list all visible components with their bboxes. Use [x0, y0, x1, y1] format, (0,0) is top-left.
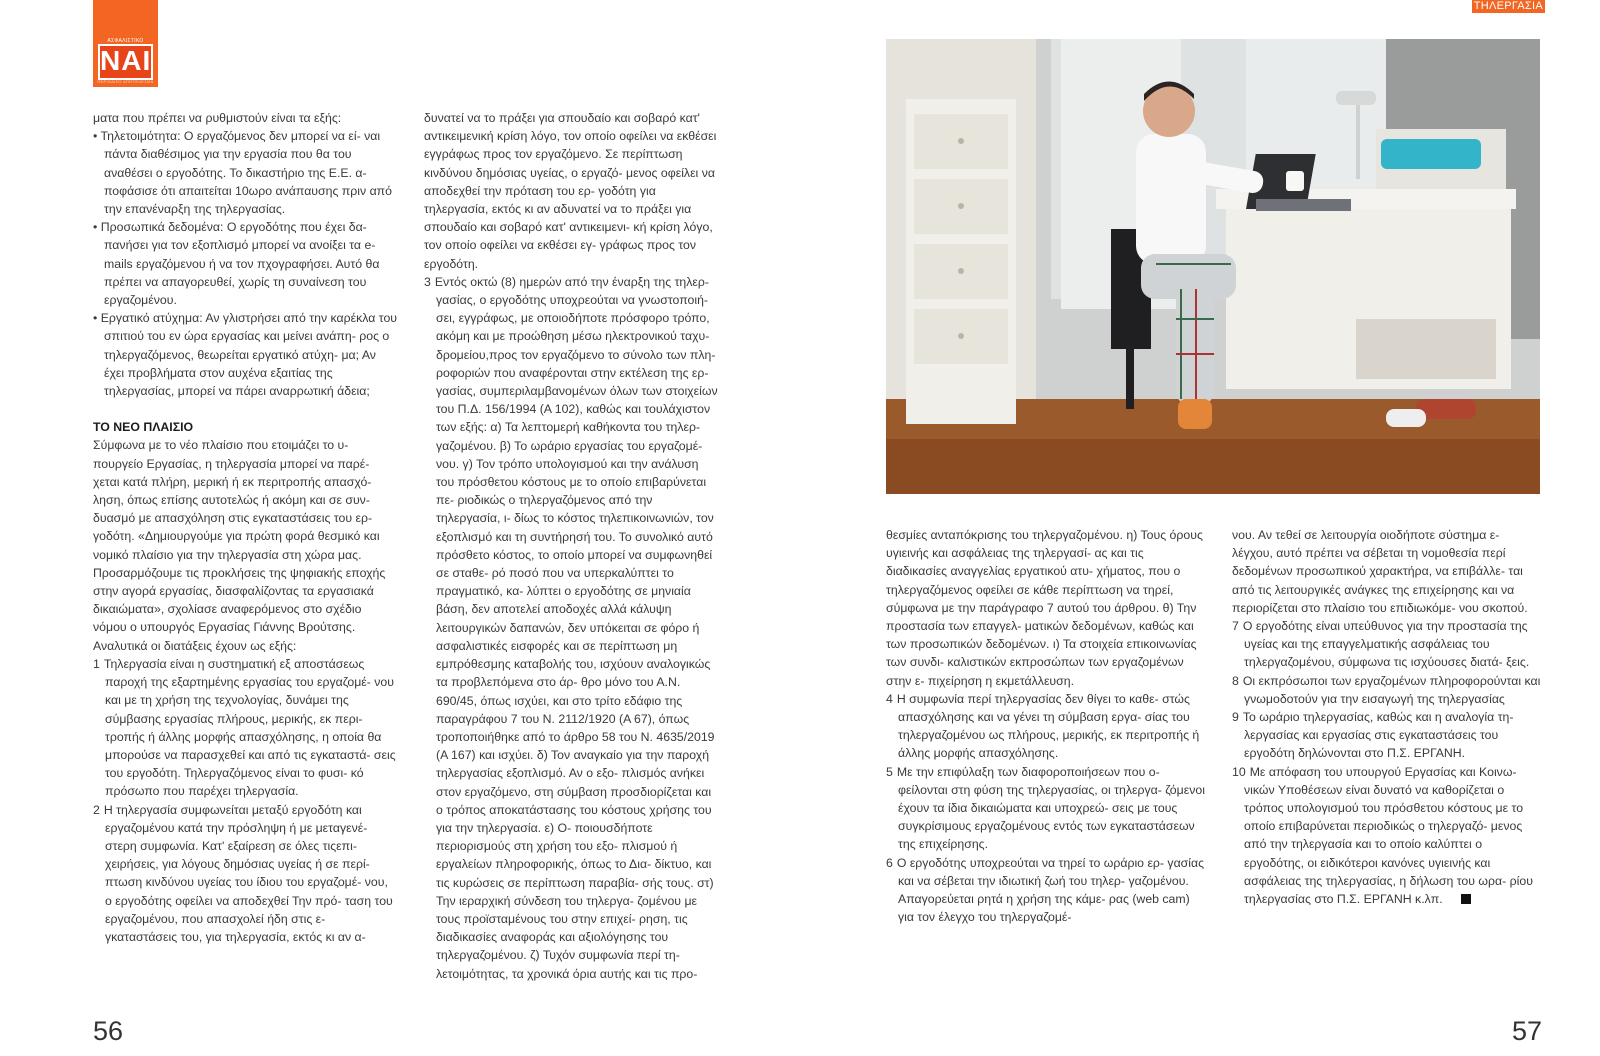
logo-bottom-text: ΠΕΡΙΟΔΙΚΟ ΑΠΟΤΕΛΕΣΜΑ: [97, 79, 154, 84]
item-text: Με απόφαση του υπουργού Εργασίας και Κοινω- νικών Υποθέσεων είναι δυνατό να καθορίζεται ο τρόπος υπολογισμού του πρόσθετου κόστους με το οποίο επιβαρύνεται περιοδικώς ο τηλεργαζό- μενος από την τηλεργασία και το οποίο καλύπτει ο εργοδότης, οι ειδικότεροι κανόνες υγιεινής και ασφάλειας της τηλεργασίας, η δήλωση του ωρα- ρίου τηλεργασίας στο Π.Σ. ΕΡΓΑΝΗ κ.λπ.: [1244, 764, 1533, 907]
logo-top-text: ΑΣΦΑΛΙΣΤΙΚΟ: [107, 38, 144, 44]
photo-illustration: [886, 39, 1540, 494]
paragraph: δυνατεί να το πράξει για σπουδαίο και σοβαρό κατ' αντικειμενική κρίση λόγο, τον οποίο οφείλει να εκθέσει εγγράφως προς τον εργαζόμενο. Σε περίπτωση κινδύνου δημόσιας υγείας, ο εργαζό- μενος οφείλει να αποδεχθεί την πρόταση του ερ- γοδότη για τηλεργασία, εκτός κι αν αδυνατεί να το πράξει για σπουδαίο και σοβαρό κατ' αντικειμενι- κή κρίση λόγο, τον οποίο οφείλει να εκθέσει εγ- γράφως προς τον εργοδότη.: [424, 111, 717, 271]
bullet-list: [93, 127, 398, 400]
numbered-item: [1232, 763, 1542, 909]
page-number-right: 57: [1511, 1016, 1542, 1046]
numbered-item: [1232, 672, 1542, 708]
item-text: Οι εκπρόσωποι των εργαζομένων πληροφορούνται και γνωμοδοτούν για την εισαγωγή της τηλεργασίας: [1242, 673, 1541, 706]
numbered-item: [424, 273, 720, 983]
item-text: Ο εργοδότης είναι υπεύθυνος για την προστασία της υγείας και της επαγγελματικής ασφάλειας του τηλεργαζομένου, σύμφωνα τις ισχύουσες διατά- ξεις.: [1242, 619, 1530, 670]
item-text: Εντός οκτώ (8) ημερών από την έναρξη της τηλερ- γασίας, ο εργοδότης υποχρεούται να γνωστοποιή- σει, εγγράφως, με οποιοδήποτε πρόσφορο τρόπο, ακόμη και με προώθηση μέσω ηλεκτρονικού ταχυ- δρομείου,προς τον εργαζόμενο το σύνολο των πλη- ροφοριών που αναφέρονται στην εκτέλεση της ερ- γασίας, συμπεριλαμβανομένων όλων των στοιχείων του Π.Δ. 156/1994 (Α 102), καθώς και τουλάχιστον των εξής: α) Τα λεπτομερή καθήκοντα του τηλερ- γαζομένου. β) Το ωράριο εργασίας του εργαζομέ- νου. γ) Τον τρόπο υπολογισμού και την ανάλυση του πρόσθετου κόστους με το οποίο επιβαρύνεται πε- ριοδικώς ο τηλεργαζόμενος από την τηλεργασία, ι- δίως το κόστος τηλεπικοινωνιών, τον εξοπλισμό και τη συντήρησή του. Το συνολικό αυτό πρόσθετο κόστος, το οποίο μπορεί να συμφωνηθεί σε σταθε- ρό ποσό που να υπερκαλύπτει το πραγματικό, κα- λύπτει ο εργοδότης σε μηνιαία βάση, δεν αποτελεί αποδοχές αλλά κάλυψη λειτουργικών δαπανών, δεν υπόκειται σε φόρο ή ασφαλιστικές εισφορές και σε περίπτωση μη εμπρόθεσμης καταβολής του, ισχύουν αναλογικώς τα προβλεπόμενα στο άρ- θρο μόνο του Α.Ν. 690/45, όπως ισχύει, και στο τρίτο εδάφιο της παραγράφου 7 του Ν. 2112/1920 (Α 67), όπως τροποποιήθηκε από το άρθρο 58 του Ν. 4635/2019 (Α 167) και ισχύει. δ) Τον αναγκαίο για την παροχή τηλεργασίας εξοπλισμό. Αν ο εξο- πλισμός ανήκει στον εργαζόμενο, στη σύμβαση προσδιορίζεται και ο τρόπος αποκατάστασης του κόστους χρήσης του για την τηλεργασία. ε) Ο- ποιουσδήποτε περιορισμούς στη χρήση του εξο- πλισμού ή εργαλείων πληροφορικής, όπως το Δια- δίκτυο, και τις κυρώσεις σε περίπτωση παραβία- σής τους. στ) Την ιεραρχική σύνδεση του τηλεργα- ζομένου με τους προϊσταμένους του στην επιχεί- ρηση, τις διαδικασίες αναφοράς και αξιολόγησης του τηλεργαζομένου. ζ) Τυχόν συμφωνία περί τη- λετοιμότητας, τα χρονικά όρια αυτής και τις προ-: [434, 274, 718, 981]
article-column-2: [424, 109, 720, 983]
section-heading: ΤΟ ΝΕΟ ΠΛΑΙΣΙΟ: [93, 420, 194, 435]
item-number: 6: [886, 855, 893, 870]
bullet-item: • Εργατικό ατύχημα: Αν γλιστρήσει από την καρέκλα του σπιτιού του εν ώρα εργασίας και μείνει ανάπη- ρος ο τηλεργαζόμενος, θεωρείται εργατικό ατύχη- μα; Αν έχει προβλήματα στον αυχένα εξαιτίας της τηλεργασίας, μπορεί να πάρει αναρρωτική άδεια;: [93, 309, 398, 400]
column-intro: ματα που πρέπει να ρυθμιστούν είναι τα εξής:: [93, 111, 342, 125]
item-text: Η τηλεργασία συμφωνείται μεταξύ εργοδότη και εργαζομένου κατά την πρόσληψη ή με μεταγενέ- στερη συμφωνία. Κατ' εξαίρεση σε όλες τιςεπι- χειρήσεις, για λόγους δημόσιας υγείας ή σε περί- πτωση κινδύνου υγείας του ίδιου του εργαζομέ- νου, ο εργοδότης οφείλει να αποδεχθεί Την πρό- ταση του εργαζομένου, που απασχολεί ήδη στις ε- γκαταστάσεις του, για τηλεργασία, εκτός κι αν α-: [103, 802, 393, 944]
logo-brand: ΝΑΙ: [100, 45, 152, 76]
numbered-item: [93, 655, 398, 801]
paragraph: νου. Αν τεθεί σε λειτουργία οιοδήποτε σύστημα ε- λέγχου, αυτό πρέπει να σέβεται τη νομοθεσία περί δεδομένων προσωπικού χαρακτήρα, να επιβάλλε- ται από τις λειτουργικές ανάγκες της επιχείρησης και να περιορίζεται στο πλαίσιο του επιδιωκόμε- νου σκοπού.: [1232, 528, 1528, 615]
end-of-article-mark: [1461, 894, 1471, 904]
section-tag: ΤΗΛΕΡΓΑΣΙΑ: [1473, 0, 1543, 12]
article-column-1: [93, 109, 398, 946]
article-column-3: [886, 526, 1208, 926]
item-number: 2: [93, 802, 100, 817]
item-text: Το ωράριο τηλεργασίας, καθώς και η αναλογία τη- λεργασίας και εργασίας στις εγκαταστάσεις του εργοδότη δηλώνονται στο Π.Σ. ΕΡΓΑΝΗ.: [1242, 710, 1514, 761]
item-number: 8: [1232, 673, 1239, 688]
item-number: 3: [424, 274, 431, 289]
item-number: 4: [886, 691, 893, 706]
item-number: 7: [1232, 619, 1239, 634]
numbered-item: [1232, 708, 1542, 763]
item-number: 10: [1232, 764, 1246, 779]
item-text: Τηλεργασία είναι η συστηματική εξ αποστάσεως παροχή της εξαρτημένης εργασίας του εργαζομέ- νου και με τη χρήση της τεχνολογίας, δυνάμει της σύμβασης εργασίας πλήρους, μερικής, εκ περι- τροπής ή άλλης μορφής απασχόλησης, η οποία θα μπορούσε να παρασχεθεί και από τις εγκαταστά- σεις του εργοδότη. Τηλεργαζόμενος είναι το φυσι- κό πρόσωπο που παρέχει τηλεργασία.: [103, 656, 396, 799]
page-number-left: 56: [93, 1016, 124, 1046]
numbered-item: [93, 801, 398, 947]
item-text: Με την επιφύλαξη των διαφοροποιήσεων που ο- φείλονται στη φύση της τηλεργασίας, οι τηλεργα- ζόμενοι έχουν τα ίδια δικαιώματα και υποχρεώ- σεις με τους συγκρίσιμους εργαζομένους εντός των εγκαταστάσεων της επιχείρησης.: [896, 764, 1205, 852]
paragraph: θεσμίες ανταπόκρισης του τηλεργαζομένου. η) Τους όρους υγιεινής και ασφάλειας της τηλεργασί- ας και τις διαδικασίες αναγγελίας εργατικού ατυ- χήματος, που ο τηλεργαζόμενος οφείλει σε κάθε περίπτωση να τηρεί, σύμφωνα με την παράγραφο 7 αυτού του άρθρου. θ) Την προστασία των επαγγελ- ματικών δεδομένων, καθώς και των προσωπικών δεδομένων. ι) Τα στοιχεία επικοινωνίας των συνδι- καλιστικών εκπροσώπων των εργαζομένων στην ε- πιχείρηση η εκμετάλλευση.: [886, 528, 1203, 688]
paragraph: Αναλυτικά οι διατάξεις έχουν ως εξής:: [93, 638, 297, 653]
item-text: Η συμφωνία περί τηλεργασίας δεν θίγει το καθε- στώς απασχόλησης και να γένει τη σύμβαση εργα- σίας του τηλεργαζομένου ως πλήρους, μερικής, εκ περιτροπής ή άλλης μορφής απασχόλησης.: [896, 691, 1200, 761]
numbered-item: [886, 854, 1208, 927]
item-number: 1: [93, 656, 100, 671]
telework-photo: [886, 39, 1540, 494]
numbered-item: [886, 763, 1208, 854]
item-number: 5: [886, 764, 893, 779]
article-column-4: [1232, 526, 1542, 908]
item-text: Ο εργοδότης υποχρεούται να τηρεί το ωράριο ερ- γασίας και να σέβεται την ιδιωτική ζωή του τηλερ- γαζομένου. Απαγορεύεται ρητά η χρήση της κάμε- ρας (web cam) για τον έλεγχο του τηλεργαζομέ-: [896, 855, 1205, 925]
bullet-item: • Τηλετοιμότητα: Ο εργαζόμενος δεν μπορεί να εί- ναι πάντα διαθέσιμος για την εργασία που θα του αναθέσει ο εργοδότης. Το δικαστήριο της Ε.Ε. α- ποφάσισε ότι απαιτείται 10ωρο ανάπαυσης πριν από την επανέναρξη της τηλεργασίας.: [93, 127, 398, 218]
magazine-logo: [93, 0, 158, 87]
bullet-item: • Προσωπικά δεδομένα: Ο εργοδότης που έχει δα- πανήσει για τον εξοπλισμό μπορεί να ανοίξει τα e- mails εργαζόμενου ή να τον πχογραφήσει. Αυτό θα πρέπει να απαγορευθεί, χωρίς τη συναίνεση του εργαζομένου.: [93, 218, 398, 309]
numbered-item: [1232, 617, 1542, 672]
item-number: 9: [1232, 710, 1239, 725]
paragraph: Σύμφωνα με το νέο πλαίσιο που ετοιμάζει το υ- πουργείο Εργασίας, η τηλεργασία μπορεί να παρέ- χεται κατά πλήρη, μερική ή εκ περιτροπής απασχό- ληση, όπως επίσης αυτοτελώς ή ακόμη και σε συν- δυασμό με απασχόληση στις εγκαταστάσεις του ερ- γοδότη. «Δημιουργούμε για πρώτη φορά θεσμικό και νομικό πλαίσιο για την τηλεργασία στη χώρα μας. Προσαρμόζουμε τις προκλήσεις της ψηφιακής εποχής στην αγορά εργασίας, διασφαλίζοντας τα εργασιακά δικαιώματα», σχολίασε αναφερόμενος στο σχέδιο νόμου ο υπουργός Εργασίας Γιάννης Βρούτσης.: [93, 438, 386, 635]
numbered-item: [886, 690, 1208, 763]
